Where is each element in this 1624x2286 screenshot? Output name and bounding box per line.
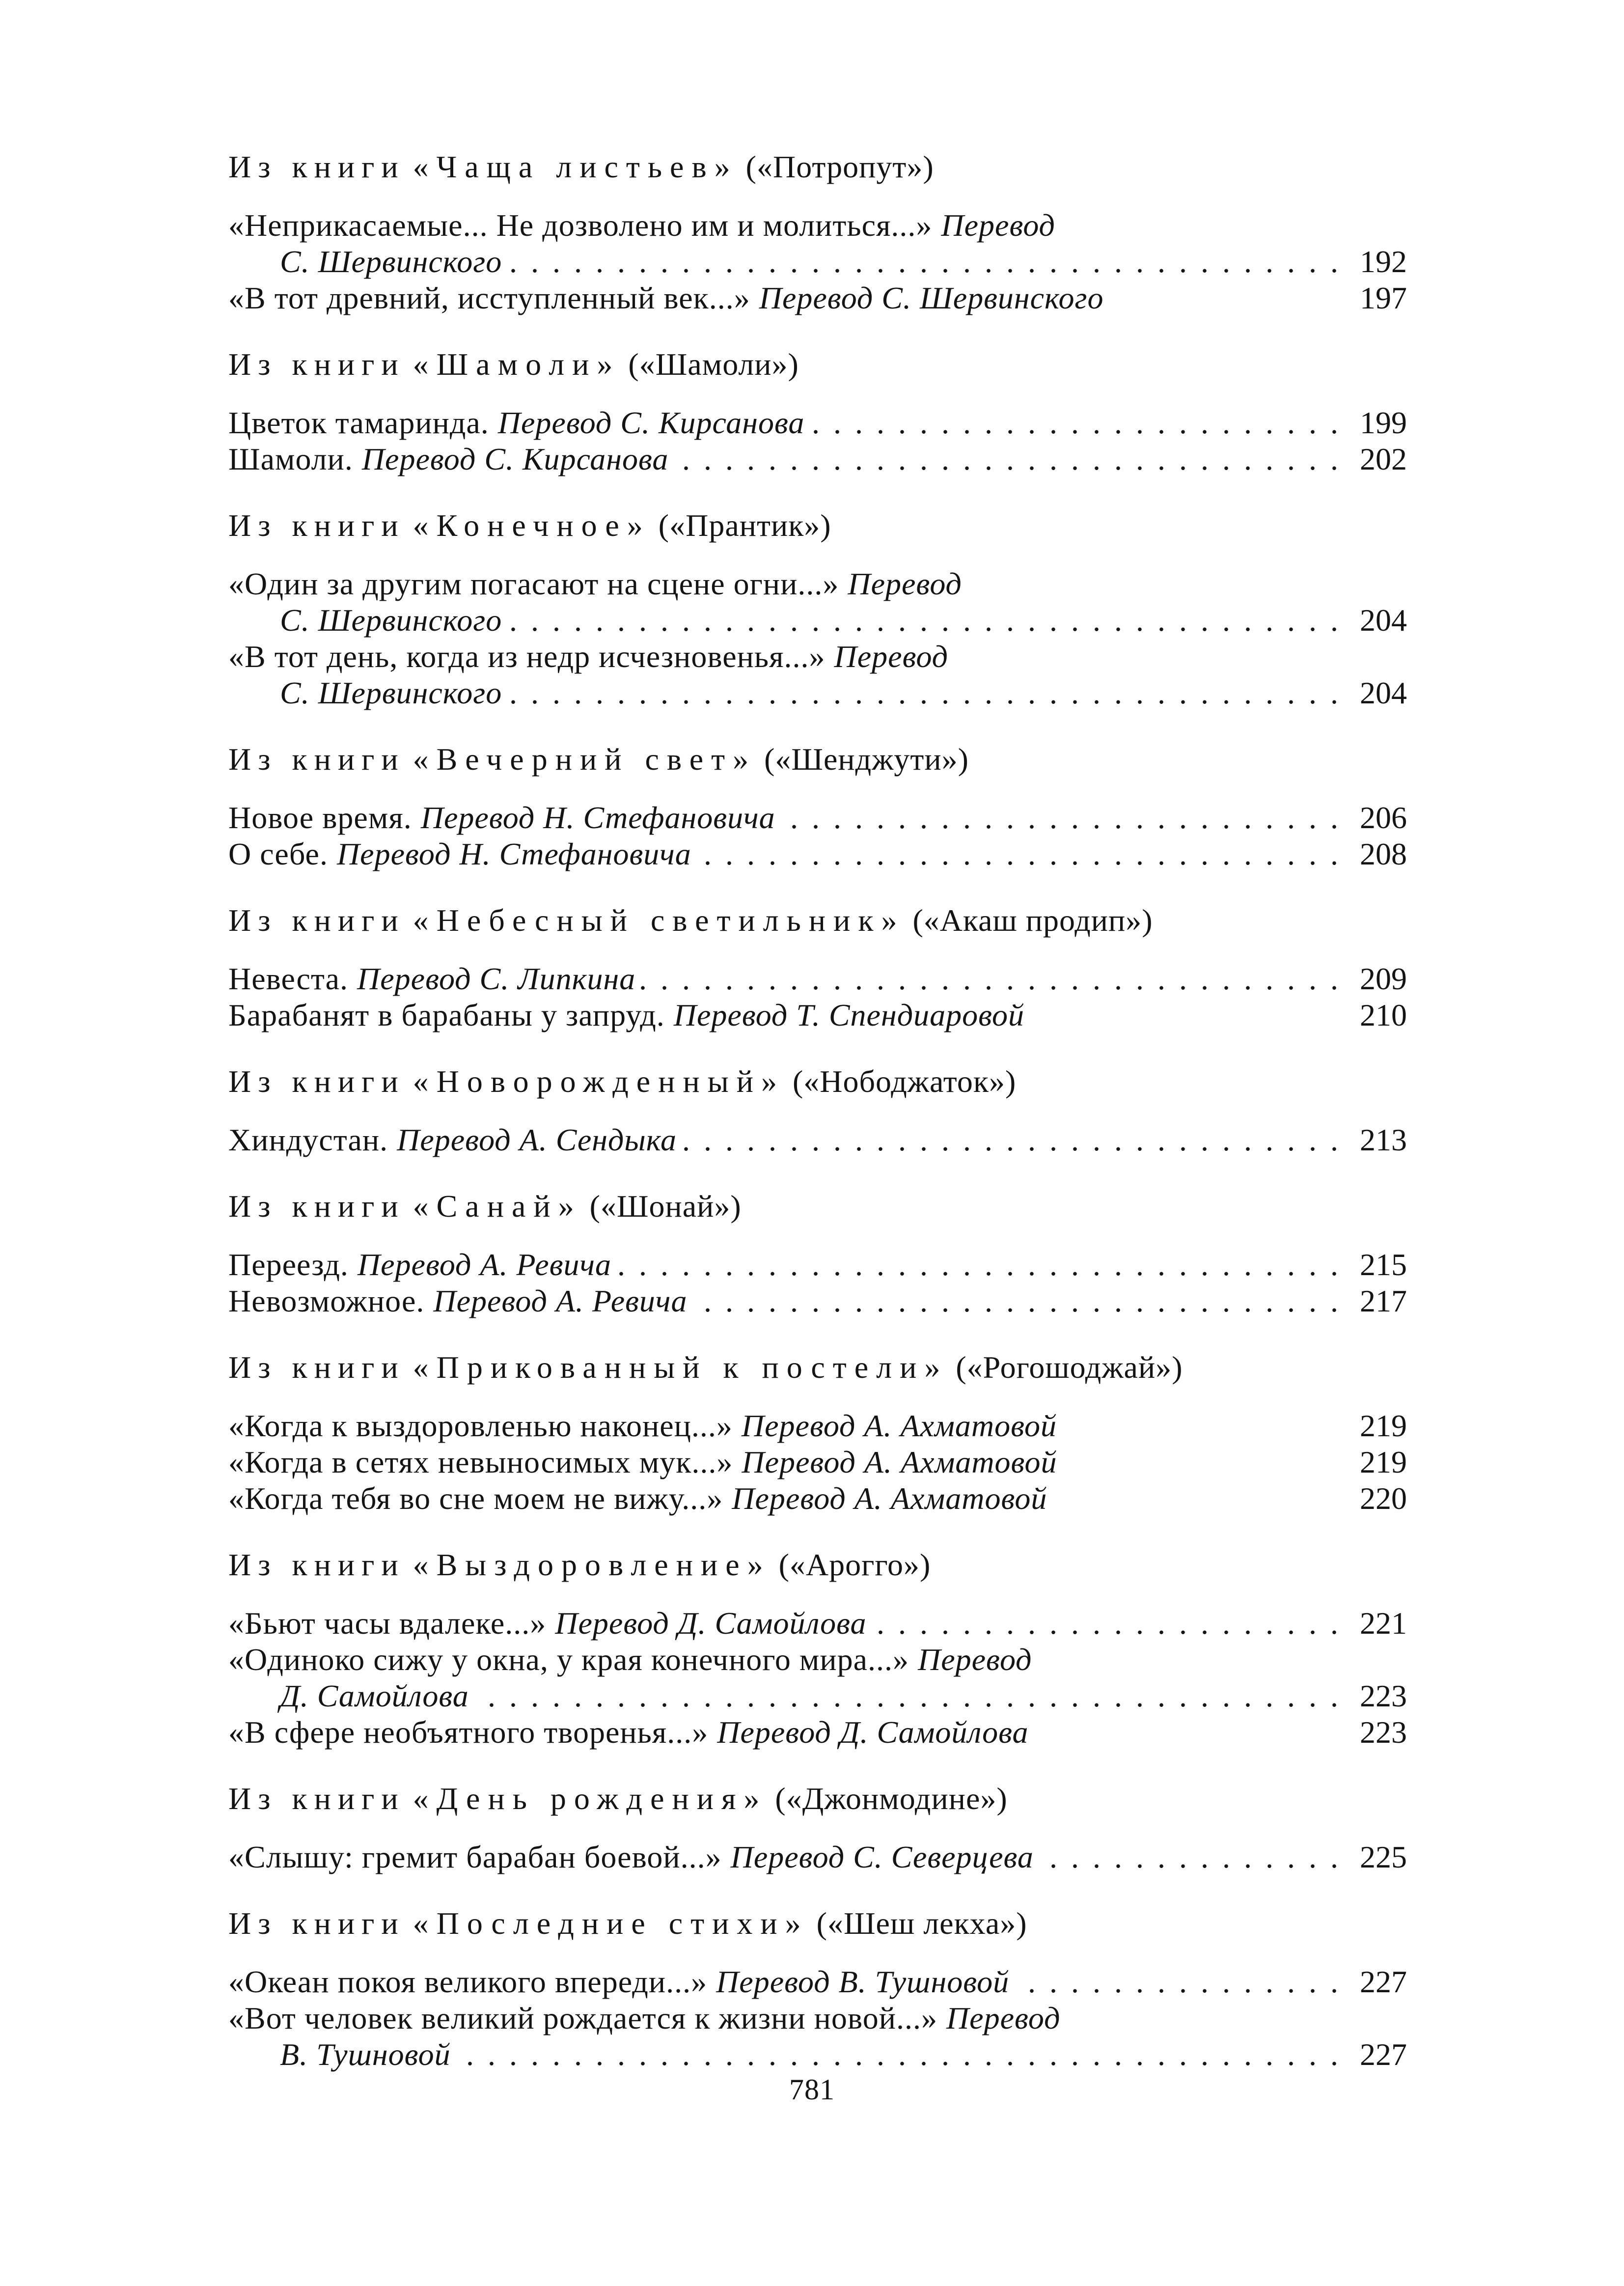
toc-entry <box>228 961 1407 997</box>
entry-page-number: 209 <box>1360 961 1407 996</box>
section-heading <box>228 1062 1407 1101</box>
entry-page-number: 210 <box>1360 998 1407 1032</box>
entry-translator: Перевод Т. Спендиаровой <box>673 998 1024 1032</box>
entry-title: Шамоли. <box>228 442 353 476</box>
entry-translator: С. Шервинского <box>280 244 502 279</box>
entry-title: Переезд. <box>228 1247 349 1282</box>
entry-title: «Вот человек великий рождается к жизни новой...» <box>228 2001 937 2035</box>
toc-section <box>228 901 1407 1033</box>
entry-page-number: 206 <box>1360 800 1407 835</box>
toc-entry <box>228 836 1407 872</box>
dot-leader <box>1014 1964 1341 2000</box>
heading-book-title: «Вечерний свет» <box>413 742 757 777</box>
entry-translator: С. Шервинского <box>280 603 502 638</box>
entry-title: «Когда тебя во сне моем не вижу...» <box>228 1481 723 1516</box>
entry-translator: Перевод А. Ревича <box>357 1247 611 1282</box>
heading-prefix: Из книги <box>228 1350 405 1385</box>
entry-title: Хиндустан. <box>228 1122 388 1157</box>
entry-page-number: 208 <box>1360 836 1407 871</box>
entry-translator: Перевод <box>848 566 962 601</box>
heading-book-title: «День рождения» <box>413 1781 768 1816</box>
entry-translator: Д. Самойлова <box>280 1678 469 1713</box>
toc-section <box>228 345 1407 477</box>
heading-book-title: «Чаща листьев» <box>413 149 738 184</box>
heading-prefix: Из книги <box>228 903 405 938</box>
entry-page-number: 221 <box>1360 1606 1407 1641</box>
entry-translator: Перевод <box>941 208 1055 243</box>
entry-translator: Перевод С. Северцева <box>730 1840 1034 1874</box>
heading-original-title: («Шамоли») <box>628 347 799 382</box>
heading-original-title: («Джонмодине») <box>775 1781 1008 1816</box>
heading-original-title: («Шонай») <box>589 1189 742 1224</box>
dot-leader <box>474 1678 1341 1714</box>
entry-page-number: 199 <box>1360 405 1407 440</box>
toc-section <box>228 1348 1407 1517</box>
heading-book-title: «Выздоровление» <box>413 1547 771 1582</box>
heading-prefix: Из книги <box>228 1189 405 1224</box>
entry-page-number: 227 <box>1360 1964 1407 1999</box>
heading-original-title: («Шенджути») <box>764 742 969 777</box>
entry-translator: Перевод А. Сендыка <box>397 1122 677 1157</box>
heading-original-title: («Арогго») <box>778 1547 931 1582</box>
heading-prefix: Из книги <box>228 1781 405 1816</box>
toc-section <box>228 1545 1407 1751</box>
entry-page-number: 197 <box>1360 280 1407 315</box>
heading-book-title: «Шамоли» <box>413 347 621 382</box>
entry-translator: Перевод С. Липкина <box>357 961 636 996</box>
heading-prefix: Из книги <box>228 1064 405 1099</box>
entry-translator: Перевод <box>946 2001 1061 2035</box>
toc-entry <box>228 1247 1407 1283</box>
entry-page-number: 219 <box>1360 1445 1407 1479</box>
toc-entry <box>228 997 1407 1033</box>
entry-translator: С. Шервинского <box>280 675 502 710</box>
entry-translator: Перевод А. Ревича <box>433 1283 688 1318</box>
section-heading <box>228 1545 1407 1585</box>
entry-translator: Перевод Н. Стефановича <box>420 800 775 835</box>
entry-title: «Когда к выздоровленью наконец...» <box>228 1408 733 1443</box>
entry-translator: В. Тушновой <box>280 2037 451 2072</box>
entry-title: О себе. <box>228 836 328 871</box>
heading-original-title: («Потропут») <box>745 149 934 184</box>
entry-translator: Перевод Д. Самойлова <box>717 1715 1029 1750</box>
section-heading <box>228 506 1407 545</box>
section-heading <box>228 901 1407 940</box>
dot-leader <box>616 1247 1341 1283</box>
toc-entry <box>228 2000 1407 2073</box>
heading-prefix: Из книги <box>228 347 405 382</box>
entry-translator: Перевод <box>834 639 949 674</box>
table-of-contents <box>228 147 1407 2073</box>
heading-original-title: («Нободжаток») <box>792 1064 1017 1099</box>
entry-title: «Одиноко сижу у окна, у края конечного мира...» <box>228 1642 909 1677</box>
entry-page-number: 192 <box>1360 244 1407 279</box>
entry-title: Барабанят в барабаны у запруд. <box>228 998 665 1032</box>
section-heading <box>228 1348 1407 1387</box>
entry-page-number: 220 <box>1360 1481 1407 1516</box>
dot-leader <box>1039 1839 1341 1875</box>
section-heading <box>228 740 1407 779</box>
entry-title: Невозможное. <box>228 1283 425 1318</box>
heading-prefix: Из книги <box>228 149 405 184</box>
entry-title: «В сфере необъятного творенья...» <box>228 1715 709 1750</box>
entry-translator: Перевод А. Ахматовой <box>732 1481 1047 1516</box>
entry-translator: Перевод <box>918 1642 1032 1677</box>
toc-entry <box>228 1122 1407 1158</box>
toc-entry <box>228 1642 1407 1714</box>
toc-entry <box>228 405 1407 441</box>
heading-book-title: «Прикованный к постели» <box>413 1350 948 1385</box>
toc-section <box>228 1187 1407 1319</box>
entry-title: «Когда в сетях невыносимых мук...» <box>228 1445 733 1479</box>
dot-leader <box>696 836 1341 872</box>
section-heading <box>228 1779 1407 1818</box>
entry-page-number: 204 <box>1360 603 1407 638</box>
toc-entry <box>228 1408 1407 1444</box>
entry-translator: Перевод Д. Самойлова <box>555 1606 867 1641</box>
heading-original-title: («Акаш продип») <box>912 903 1153 938</box>
section-heading <box>228 1904 1407 1943</box>
entry-translator: Перевод В. Тушновой <box>716 1964 1010 1999</box>
heading-original-title: («Прантик») <box>658 508 831 543</box>
heading-prefix: Из книги <box>228 1547 405 1582</box>
dot-leader <box>507 244 1341 280</box>
toc-section <box>228 740 1407 872</box>
entry-title: «Слышу: гремит барабан боевой...» <box>228 1840 722 1874</box>
toc-entry <box>228 1480 1407 1517</box>
toc-entry <box>228 639 1407 711</box>
entry-page-number: 223 <box>1360 1678 1407 1713</box>
entry-title: Невеста. <box>228 961 349 996</box>
heading-book-title: «Последние стихи» <box>413 1906 809 1941</box>
entry-page-number: 227 <box>1360 2037 1407 2072</box>
dot-leader <box>507 675 1341 711</box>
heading-original-title: («Шеш лекха») <box>816 1906 1027 1941</box>
dot-leader <box>682 1122 1341 1158</box>
entry-page-number: 213 <box>1360 1122 1407 1157</box>
entry-title: Новое время. <box>228 800 412 835</box>
section-heading <box>228 1187 1407 1226</box>
entry-translator: Перевод С. Шервинского <box>759 280 1104 315</box>
toc-entry <box>228 1964 1407 2000</box>
entry-translator: Перевод А. Ахматовой <box>741 1408 1057 1443</box>
entry-translator: Перевод А. Ахматовой <box>742 1445 1057 1479</box>
toc-entry <box>228 1714 1407 1751</box>
toc-entry <box>228 1283 1407 1319</box>
entry-title: «Неприкасаемые... Не дозволено им и молиться...» <box>228 208 933 243</box>
toc-entry <box>228 1839 1407 1875</box>
dot-leader <box>507 602 1341 639</box>
section-heading <box>228 345 1407 384</box>
heading-prefix: Из книги <box>228 1906 405 1941</box>
toc-entry <box>228 280 1407 316</box>
entry-title: Цветок тамаринда. <box>228 405 489 440</box>
heading-book-title: «Санай» <box>413 1189 582 1224</box>
toc-section <box>228 1062 1407 1158</box>
toc-entry <box>228 566 1407 639</box>
toc-section <box>228 147 1407 316</box>
page-number: 781 <box>789 2073 835 2106</box>
toc-entry <box>228 207 1407 280</box>
entry-title: «Океан покоя великого впереди...» <box>228 1964 708 1999</box>
toc-entry <box>228 800 1407 836</box>
heading-prefix: Из книги <box>228 742 405 777</box>
toc-entry <box>228 1605 1407 1642</box>
dot-leader <box>456 2036 1341 2073</box>
entry-translator: Перевод С. Кирсанова <box>361 442 669 476</box>
toc-section <box>228 506 1407 711</box>
entry-page-number: 219 <box>1360 1408 1407 1443</box>
heading-prefix: Из книги <box>228 508 405 543</box>
toc-entry <box>228 1444 1407 1480</box>
heading-book-title: «Небесный светильник» <box>413 903 905 938</box>
entry-title: «В тот древний, исступленный век...» <box>228 280 750 315</box>
dot-leader <box>640 961 1341 997</box>
entry-title: «В тот день, когда из недр исчезновенья...» <box>228 639 826 674</box>
toc-entry <box>228 441 1407 477</box>
entry-page-number: 204 <box>1360 675 1407 710</box>
entry-page-number: 215 <box>1360 1247 1407 1282</box>
entry-page-number: 217 <box>1360 1283 1407 1318</box>
entry-page-number: 223 <box>1360 1715 1407 1750</box>
heading-original-title: («Рогошоджай») <box>956 1350 1183 1385</box>
dot-leader <box>673 441 1341 477</box>
dot-leader <box>692 1283 1341 1319</box>
entry-translator: Перевод С. Кирсанова <box>497 405 805 440</box>
entry-page-number: 225 <box>1360 1840 1407 1874</box>
entry-title: «Один за другим погасают на сцене огни...» <box>228 566 839 601</box>
entry-page-number: 202 <box>1360 442 1407 476</box>
toc-section <box>228 1904 1407 2073</box>
toc-section <box>228 1779 1407 1875</box>
entry-translator: Перевод Н. Стефановича <box>336 836 691 871</box>
heading-book-title: «Новорожденный» <box>413 1064 785 1099</box>
entry-title: «Бьют часы вдалеке...» <box>228 1606 547 1641</box>
heading-book-title: «Конечное» <box>413 508 651 543</box>
dot-leader <box>780 800 1341 836</box>
section-heading <box>228 147 1407 187</box>
dot-leader <box>809 405 1341 441</box>
dot-leader <box>872 1605 1342 1642</box>
